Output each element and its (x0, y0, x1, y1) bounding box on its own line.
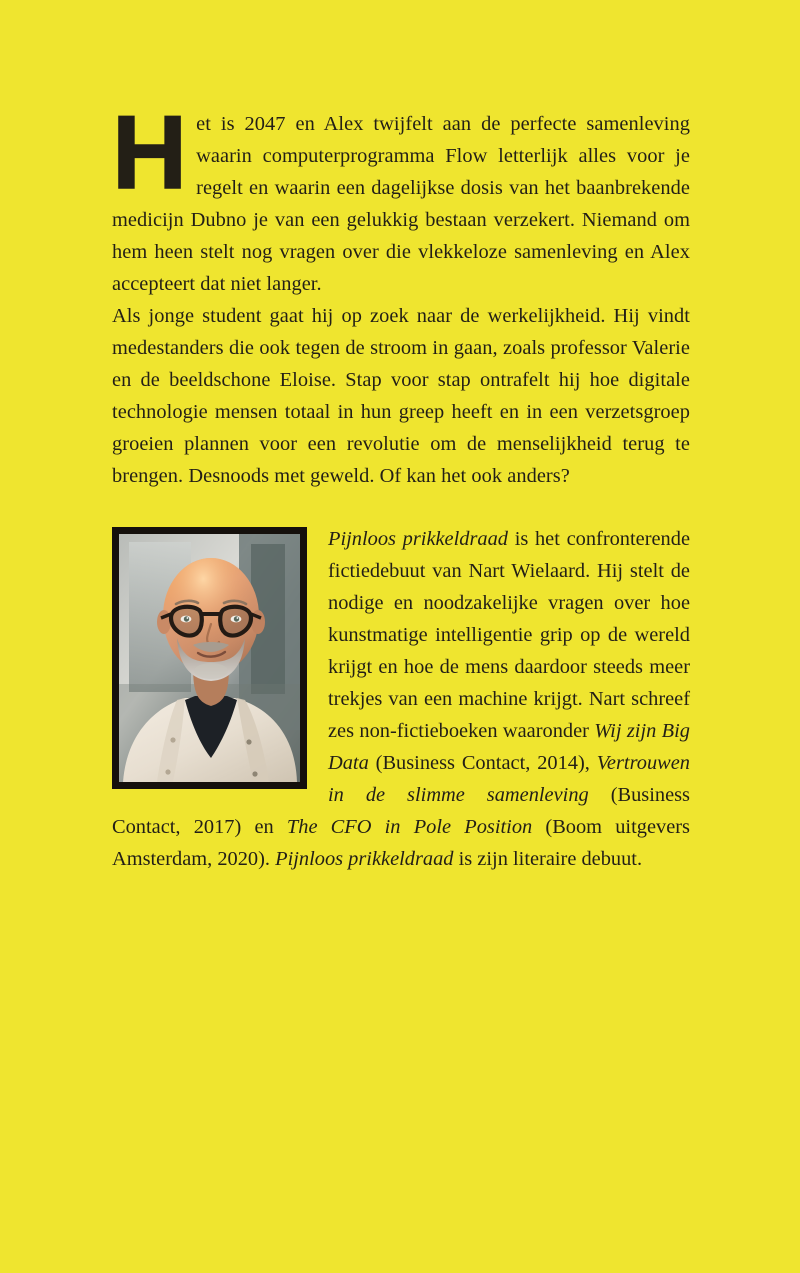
author-photo (112, 527, 307, 789)
book-title-the-cfo-in-pole-position: The CFO in Pole Position (286, 816, 533, 838)
author-bio-text-4: (Boom uitgevers Amsterdam, 2020). (112, 816, 690, 870)
portrait-illustration (119, 534, 300, 782)
book-title-pijnloos-prikkeldraad: Pijnloos prikkeldraad (328, 528, 508, 550)
author-bio-text-1: is het confronterende fictiedebuut van Nart Wielaard. Hij stelt de nodige en noodzakelijke vragen over hoe kunstmatige intelligentie grip op de wereld krijgt en hoe de mens daardoor steeds meer trekjes van een machine krijgt. Nart schreef zes non-fictieboeken waaronder (328, 528, 690, 742)
book-title-pijnloos-prikkeldraad-2: Pijnloos prikkeldraad (275, 848, 454, 870)
author-bio-title-1 (328, 528, 508, 550)
book-title-wij-zijn-big-data: Wij zijn Big Data (328, 720, 690, 774)
author-bio-text-5: is zijn literaire debuut. (453, 848, 643, 870)
blurb-paragraph-1 (112, 95, 690, 300)
author-bio-text-2: (Business Contact, 2014), (368, 752, 597, 774)
author-bio-text-3: (Business Contact, 2017) en (112, 784, 690, 838)
author-photo-image (119, 534, 300, 782)
drop-cap-letter: H (112, 95, 186, 211)
blurb-paragraph-2: Als jonge student gaat hij op zoek naar de werkelijkheid. Hij vindt medestanders die ook tegen de stroom in gaan, zoals professor Valerie en de beeldschone Eloise. Stap voor stap ontrafelt hij hoe digitale technologie mensen totaal in hun greep heeft en in een verzetsgroep groeien plannen voor een revolutie om de menselijkheid terug te brengen. Desnoods met geweld. Of kan het ook anders? (112, 305, 690, 487)
cover-text-column (112, 95, 690, 875)
book-title-vertrouwen-in-de-slimme-samenleving: Vertrouwen in de slimme samenleving (328, 752, 690, 806)
blurb-paragraph-1-text: et is 2047 en Alex twijfelt aan de perfecte samenleving waarin computerprogramma Flow letterlijk alles voor je regelt en waarin een dagelijkse dosis van het baanbrekende medicijn Dubno je van een gelukkig bestaan verzekert. Niemand om hem heen stelt nog vragen over die vlekkeloze samenleving en Alex accepteert dat niet langer. (112, 113, 690, 295)
author-bio-block (112, 523, 690, 875)
